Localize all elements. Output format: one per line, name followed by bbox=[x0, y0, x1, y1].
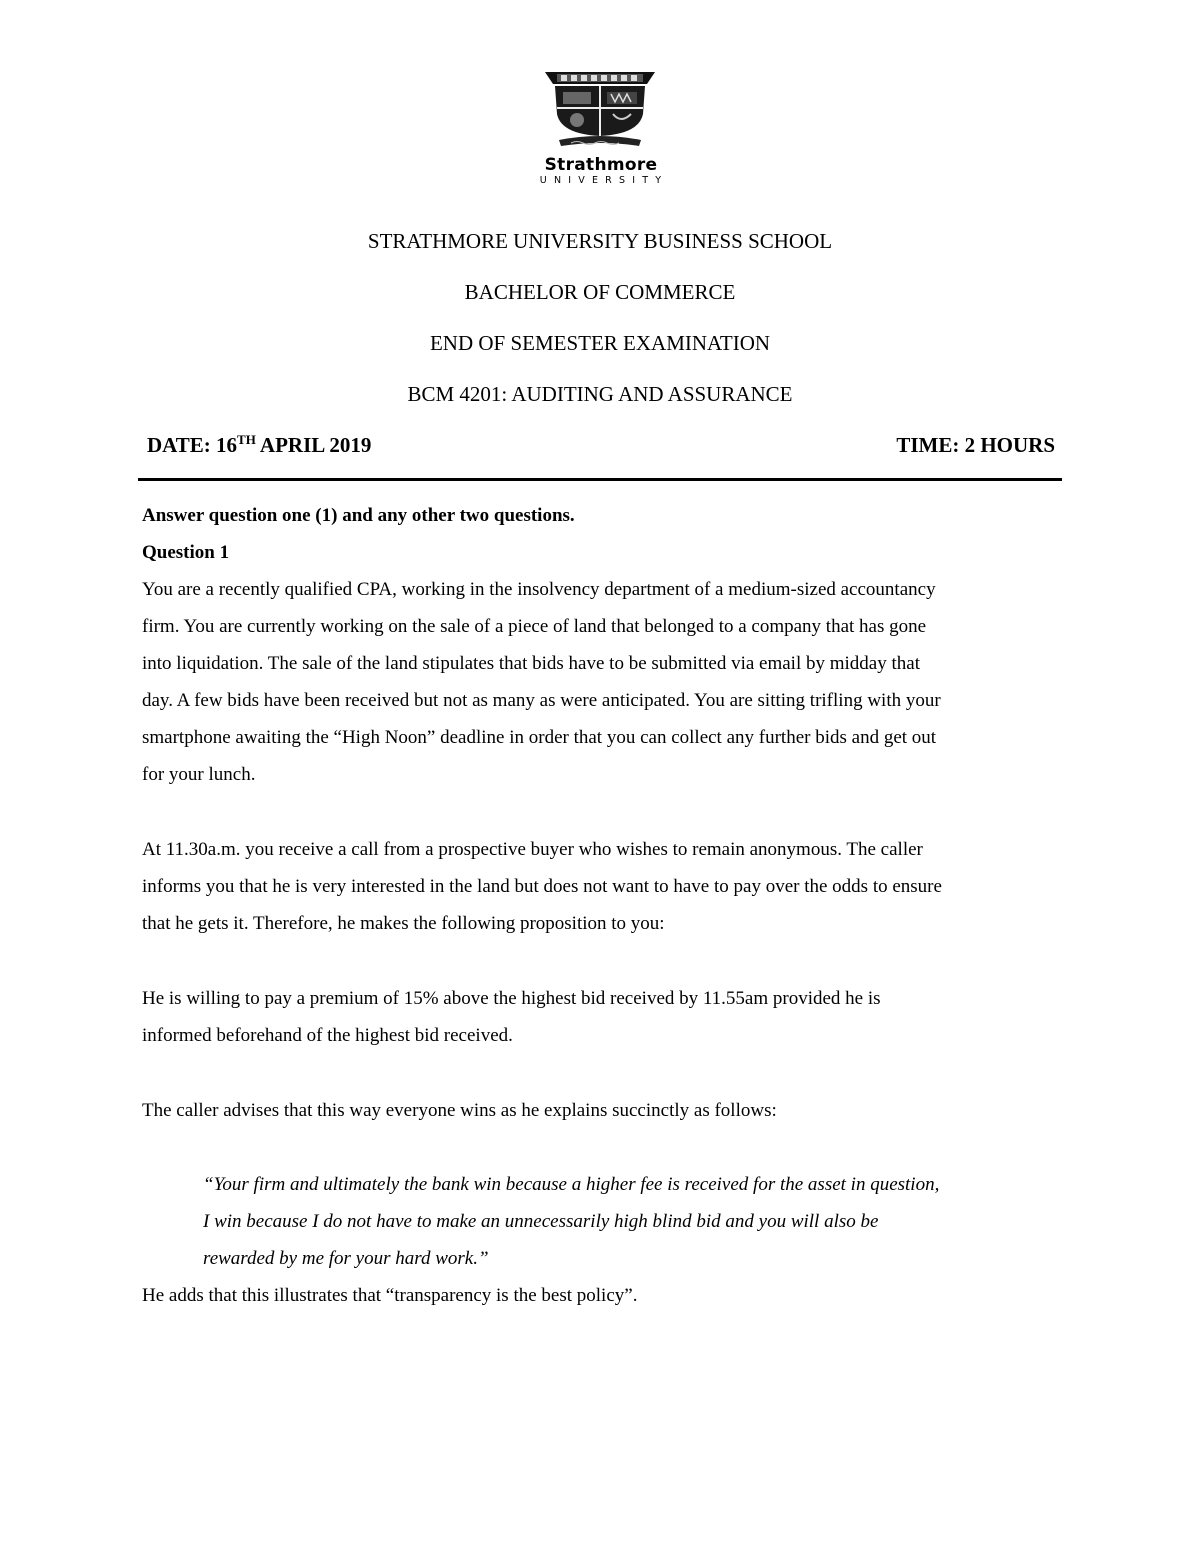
paragraph-line: firm. You are currently working on the sale of a piece of land that belonged to a company that has gone bbox=[142, 616, 927, 637]
paragraph-line: day. A few bids have been received but not as many as were anticipated. You are sitting trifling with your bbox=[142, 690, 941, 711]
quote-line: I win because I do not have to make an unnecessarily high blind bid and you will also be bbox=[203, 1211, 879, 1232]
program-heading: BACHELOR OF COMMERCE bbox=[464, 280, 736, 304]
paragraph-line: informs you that he is very interested in the land but does not want to have to pay over the odds to ensure bbox=[142, 876, 942, 897]
paragraph-2 bbox=[142, 831, 1062, 942]
quote-line: “Your firm and ultimately the bank win because a higher fee is received for the asset in question, bbox=[203, 1174, 940, 1195]
quote-line: rewarded by me for your hard work.” bbox=[203, 1248, 489, 1269]
question-title: Question 1 bbox=[142, 542, 230, 563]
paragraph-line: into liquidation. The sale of the land stipulates that bids have to be submitted via email by midday that bbox=[142, 653, 920, 674]
paragraph-3 bbox=[142, 980, 1062, 1054]
wordmark-name: Strathmore bbox=[544, 155, 658, 175]
exam-duration: TIME: 2 HOURS bbox=[896, 433, 1055, 457]
exam-heading: END OF SEMESTER EXAMINATION bbox=[429, 331, 771, 355]
paragraph-line: for your lunch. bbox=[142, 764, 256, 785]
paragraph-line: You are a recently qualified CPA, working in the insolvency department of a medium-sized accountancy bbox=[142, 579, 936, 600]
exam-date: DATE: 16TH APRIL 2019 bbox=[147, 432, 372, 457]
exam-instructions: Answer question one (1) and any other two questions. bbox=[142, 505, 575, 526]
paragraph-line: At 11.30a.m. you receive a call from a prospective buyer who wishes to remain anonymous. The caller bbox=[142, 839, 923, 860]
paragraph-line: that he gets it. Therefore, he makes the following proposition to you: bbox=[142, 913, 665, 934]
university-wordmark bbox=[526, 155, 676, 187]
school-name-heading: STRATHMORE UNIVERSITY BUSINESS SCHOOL bbox=[367, 229, 833, 253]
paragraph-line: He is willing to pay a premium of 15% above the highest bid received by 11.55am provided he is bbox=[142, 988, 881, 1009]
paragraph-5 bbox=[142, 1277, 1062, 1314]
course-heading: BCM 4201: AUDITING AND ASSURANCE bbox=[407, 382, 793, 406]
wordmark-subtitle: UNIVERSITY bbox=[539, 175, 669, 186]
paragraph-line: smartphone awaiting the “High Noon” deadline in order that you can collect any further bids and get out bbox=[142, 727, 937, 748]
paragraph-4 bbox=[142, 1092, 1062, 1129]
paragraph-line: The caller advises that this way everyone wins as he explains succinctly as follows: bbox=[142, 1100, 777, 1121]
paragraph-1 bbox=[142, 571, 1062, 793]
paragraph-line: informed beforehand of the highest bid received. bbox=[142, 1025, 513, 1046]
header-divider bbox=[138, 478, 1062, 481]
paragraph-line: He adds that this illustrates that “transparency is the best policy”. bbox=[142, 1285, 638, 1306]
caller-quote bbox=[203, 1166, 1063, 1277]
